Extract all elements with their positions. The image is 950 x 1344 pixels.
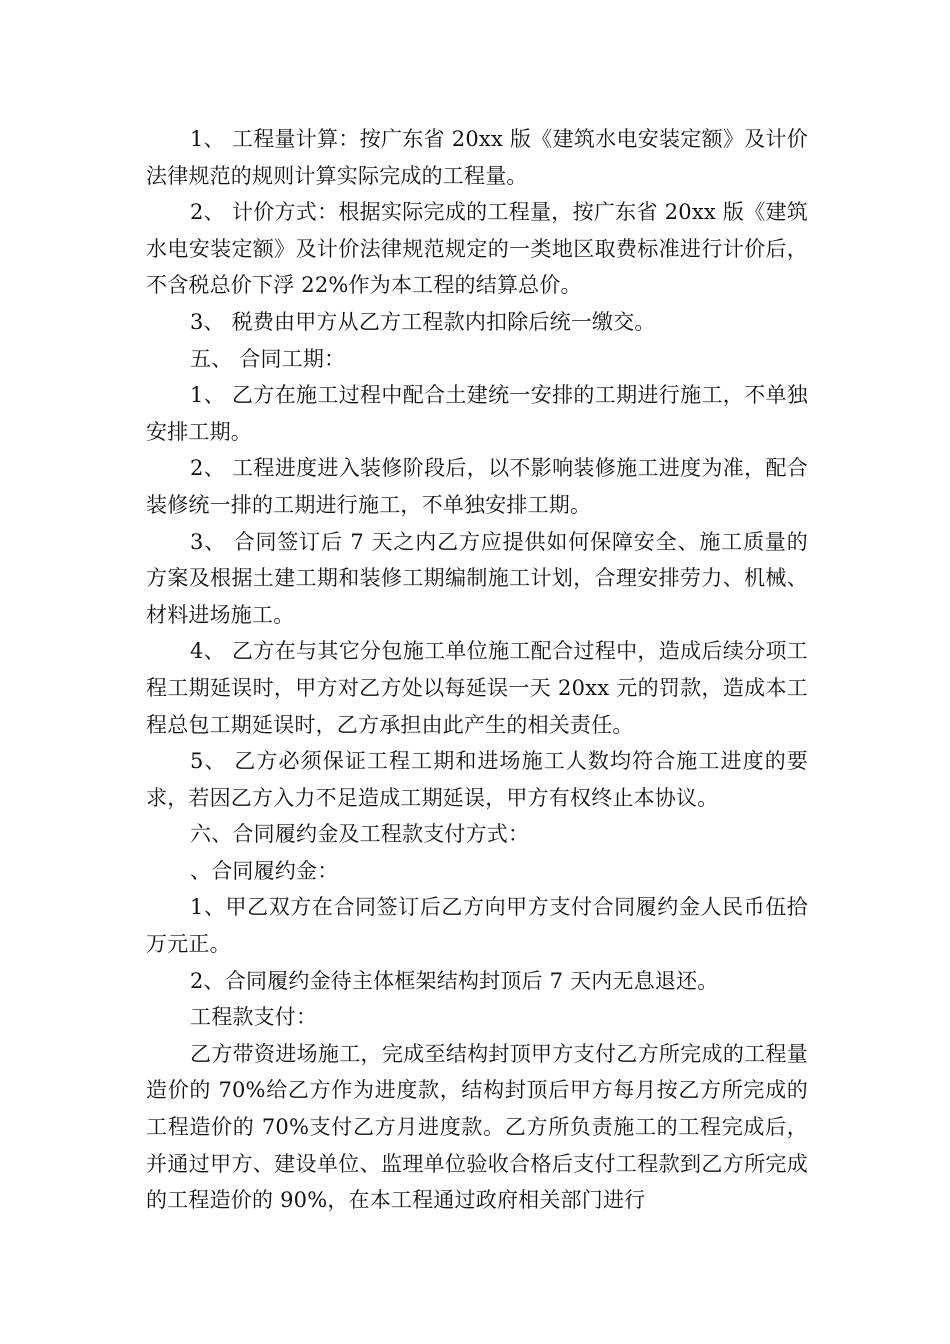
paragraph-period-item-4: 4、 乙方在与其它分包施工单位施工配合过程中，造成后续分项工程工期延误时，甲方对乙方处以每延误一天 20xx 元的罚款，造成本工程总包工期延误时，乙方承担由此产生的相关责任。 xyxy=(146,639,808,737)
paragraph-pricing-method: 2、 计价方式：根据实际完成的工程量，按广东省 20xx 版《建筑水电安装定额》及计价法律规范规定的一类地区取费标准进行计价后，不含税总价下浮 22%作为本工程的结算总价。 xyxy=(146,200,808,298)
paragraph-period-item-3: 3、 合同签订后 7 天之内乙方应提供如何保障安全、施工质量的方案及根据土建工期和装修工期编制施工计划，合理安排劳力、机械、材料进场施工。 xyxy=(146,529,808,627)
subheading-payment: 工程款支付： xyxy=(190,1005,318,1030)
paragraph-period-item-2: 2、 工程进度进入装修阶段后，以不影响装修施工进度为准，配合装修统一排的工期进行施工，不单独安排工期。 xyxy=(146,456,808,517)
section-heading-performance-bond: 六、合同履约金及工程款支付方式： xyxy=(190,822,530,847)
paragraph-period-item-1: 1、 乙方在施工过程中配合土建统一安排的工期进行施工，不单独安排工期。 xyxy=(146,383,808,444)
subheading-performance-bond: 、合同履约金： xyxy=(190,858,339,883)
paragraph-bond-item-2: 2、合同履约金待主体框架结构封顶后 7 天内无息退还。 xyxy=(190,968,719,993)
paragraph-payment-terms: 乙方带资进场施工，完成至结构封顶甲方支付乙方所完成的工程量造价的 70%给乙方作为进度款，结构封顶后甲方每月按乙方所完成的工程造价的 70%支付乙方月进度款。乙方所负责施工的工程完成后，并通过甲方、建设单位、监理单位验收合格后支付工程款到乙方所完成的工程造价的 90%，在本工程通过政府相关部门进行 xyxy=(146,1041,808,1213)
section-heading-contract-period: 五、 合同工期： xyxy=(190,346,346,371)
paragraph-bond-item-1: 1、甲乙双方在合同签订后乙方向甲方支付合同履约金人民币伍拾万元正。 xyxy=(146,895,808,957)
paragraph-tax-fees: 3、 税费由甲方从乙方工程款内扣除后统一缴交。 xyxy=(190,309,656,334)
paragraph-period-item-5: 5、 乙方必须保证工程工期和进场施工人数均符合施工进度的要求，若因乙方入力不足造成工期延误，甲方有权终止本协议。 xyxy=(146,749,808,810)
paragraph-quantity-calculation: 1、 工程量计算：按广东省 20xx 版《建筑水电安装定额》及计价法律规范的规则计算实际完成的工程量。 xyxy=(146,127,808,188)
